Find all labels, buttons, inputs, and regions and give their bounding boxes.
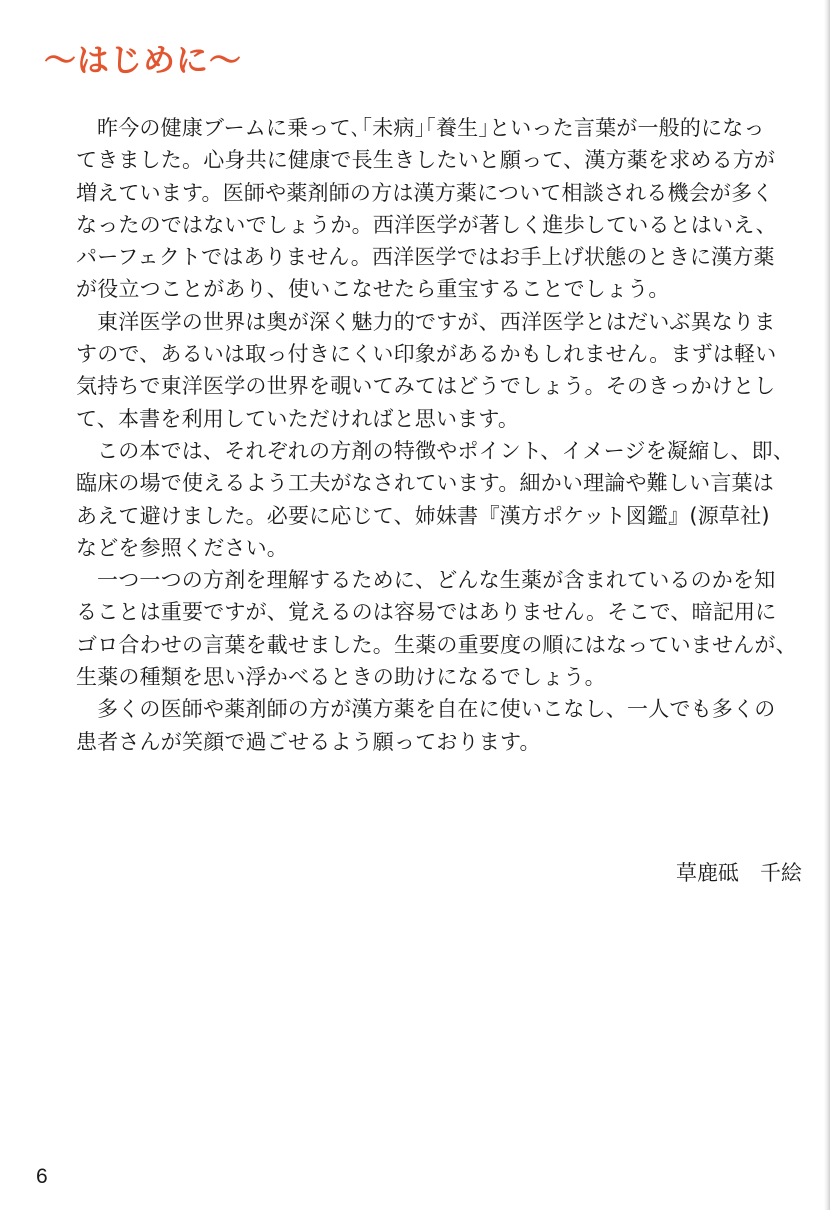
text-line: 臨床の場で使えるよう工夫がなされています。細かい理論や難しい言葉は — [76, 471, 774, 496]
page-number: 6 — [36, 1165, 48, 1188]
paragraph-1 — [76, 112, 804, 306]
body-text — [76, 112, 804, 758]
paragraph-3 — [76, 435, 804, 564]
text-line: パーフェクトではありません。西洋医学ではお手上げ状態のときに漢方薬 — [76, 245, 775, 270]
text-line: などを参照ください。 — [76, 535, 288, 560]
text-line: て、本書を利用していただければと思います。 — [76, 406, 520, 431]
paragraph-2 — [76, 306, 804, 435]
text-line: ることは重要ですが、覚えるのは容易ではありません。そこで、暗記用に — [76, 600, 777, 625]
text-line: あえて避けました。必要に応じて、姉妹書『漢方ポケット図鑑』(源草社) — [76, 503, 770, 528]
text-line: すので、あるいは取っ付きにくい印象があるかもしれません。まずは軽い — [76, 342, 777, 367]
text-line: この本では、それぞれの方剤の特徴やポイント、イメージを凝縮し、即、 — [97, 438, 795, 463]
author-signature: 草鹿砥 千絵 — [676, 861, 802, 885]
text-line: なったのではないでしょうか。西洋医学が著しく進歩しているとはいえ、 — [76, 212, 777, 237]
text-line: てきました。心身共に健康で長生きしたいと願って、漢方薬を求める方が — [76, 148, 776, 173]
page-heading: 〜はじめに〜 — [44, 41, 243, 79]
text-line: 一つ一つの方剤を理解するために、どんな生薬が含まれているのかを知 — [97, 568, 776, 593]
text-line: 患者さんが笑顔で過ごせるよう願っております。 — [76, 729, 541, 754]
paragraph-5 — [76, 693, 804, 758]
text-line: 昨今の健康ブームに乗って､｢未病｣｢養生｣といった言葉が一般的になっ — [97, 116, 765, 140]
paragraph-4 — [76, 564, 804, 693]
text-line: 多くの医師や薬剤師の方が漢方薬を自在に使いこなし、一人でも多くの — [97, 697, 776, 722]
text-line: が役立つことがあり、使いこなせたら重宝することでしょう。 — [76, 277, 670, 302]
text-line: 気持ちで東洋医学の世界を覗いてみてはどうでしょう。そのきっかけとし — [76, 374, 776, 399]
text-line: 生薬の種類を思い浮かべるときの助けになるでしょう。 — [76, 665, 606, 690]
text-line: 増えています。医師や薬剤師の方は漢方薬について相談される機会が多く — [76, 180, 774, 205]
text-line: 東洋医学の世界は奥が深く魅力的ですが、西洋医学とはだいぶ異なりま — [97, 309, 776, 334]
text-line: ゴロ合わせの言葉を載せました。生薬の重要度の順にはなっていませんが、 — [76, 632, 797, 657]
page-edge-shadow — [824, 0, 830, 1210]
